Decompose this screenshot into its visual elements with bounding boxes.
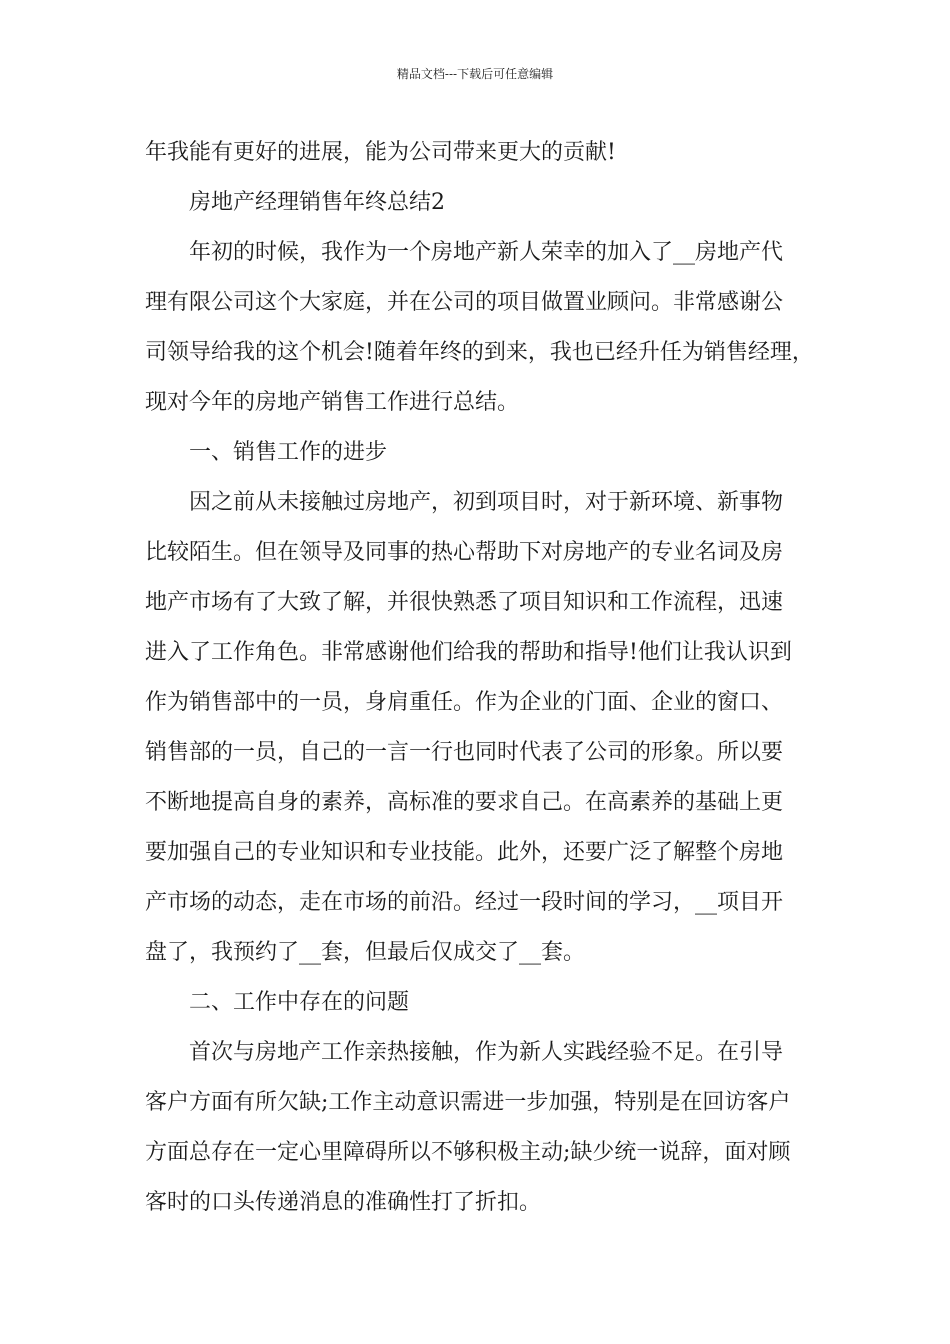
text-line: 年初的时候，我作为一个房地产新人荣幸的加入了__房地产代 (189, 240, 784, 265)
text-line: 进入了工作角色。非常感谢他们给我的帮助和指导!他们让我认识到 (145, 640, 792, 665)
text-line: 要加强自己的专业知识和专业技能。此外，还要广泛了解整个房地 (145, 840, 784, 865)
text-line: 盘了，我预约了__套，但最后仅成交了__套。 (145, 940, 586, 965)
text-line: 司领导给我的这个机会!随着年终的到来，我也已经升任为销售经理， (145, 340, 814, 365)
text-line: 不断地提高自身的素养，高标准的要求自己。在高素养的基础上更 (145, 790, 784, 815)
text-line: 产市场的动态，走在市场的前沿。经过一段时间的学习，__项目开 (145, 890, 784, 915)
document-body (145, 128, 814, 1228)
page-header: 精品文档---下载后可任意编辑 (396, 67, 554, 81)
text-line: 现对今年的房地产销售工作进行总结。 (145, 390, 520, 415)
text-line: 作为销售部中的一员，身肩重任。作为企业的门面、企业的窗口、 (145, 690, 784, 715)
text-line: 方面总存在一定心里障碍所以不够积极主动;缺少统一说辞，面对顾 (145, 1140, 791, 1165)
text-line: 首次与房地产工作亲热接触，作为新人实践经验不足。在引导 (189, 1040, 784, 1065)
text-line: 销售部的一员，自己的一言一行也同时代表了公司的形象。所以要 (145, 740, 784, 765)
text-line: 比较陌生。但在领导及同事的热心帮助下对房地产的专业名词及房 (145, 540, 784, 565)
text-line: 客户方面有所欠缺;工作主动意识需进一步加强，特别是在回访客户 (145, 1090, 791, 1115)
text-line: 理有限公司这个大家庭，并在公司的项目做置业顾问。非常感谢公 (145, 290, 784, 315)
text-line: 年我能有更好的进展，能为公司带来更大的贡献! (145, 140, 616, 165)
section-heading: 一、销售工作的进步 (189, 440, 388, 465)
text-line: 因之前从未接触过房地产，初到项目时，对于新环境、新事物 (189, 490, 784, 515)
section-title: 房地产经理销售年终总结2 (189, 190, 445, 215)
text-line: 地产市场有了大致了解，并很快熟悉了项目知识和工作流程，迅速 (145, 590, 784, 615)
text-line: 客时的口头传递消息的准确性打了折扣。 (145, 1190, 542, 1215)
section-heading: 二、工作中存在的问题 (189, 990, 410, 1015)
